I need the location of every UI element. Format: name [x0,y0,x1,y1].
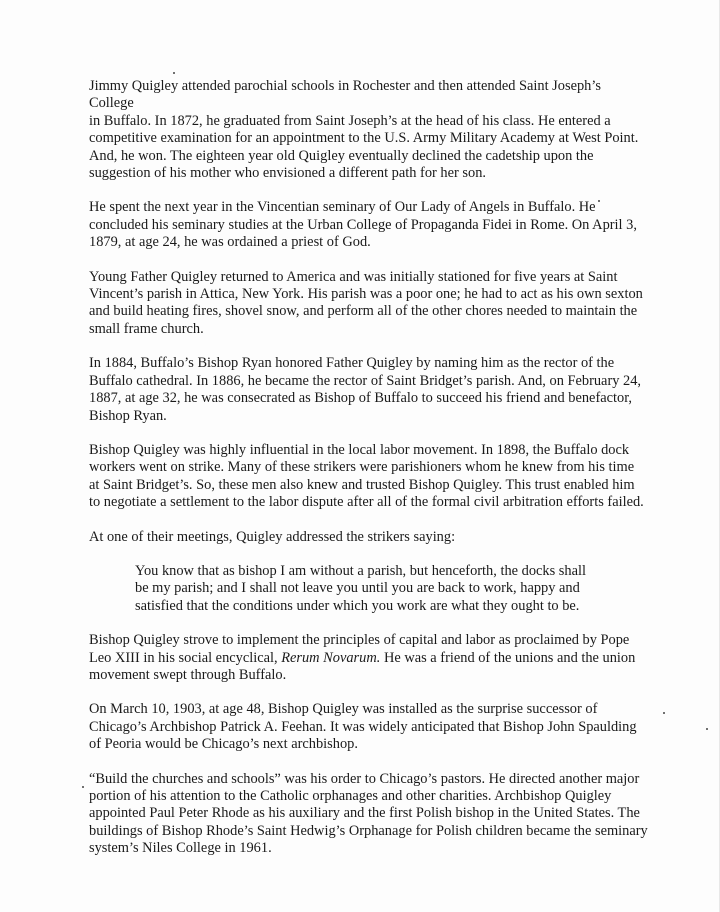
paragraph-buffalo-bishop: In 1884, Buffalo’s Bishop Ryan honored Father Quigley by naming him as the rector of the Buffalo cathedral. In 1886, he became the rector of Saint Bridget’s parish. And, on February 24, 1887, at age 32, he was consecrated as Bishop of Buffalo to succeed his friend and benefactor, Bishop Ryan. [89,355,642,424]
document-body [89,78,649,875]
paragraph-seminary: He spent the next year in the Vincentian seminary of Our Lady of Angels in Buffalo. He concluded his seminary studies at the Urban College of Propaganda Fidei in Rome. On April 3, 1879, at age 24, he was ordained a priest of God. [89,199,637,251]
paragraph-labor-movement: Bishop Quigley was highly influential in the local labor movement. In 1898, the Buffalo dock workers went on strike. Many of these strikers were parishioners whom he knew from his time at Saint Bridget’s. So, these men also knew and trusted Bishop Quigley. This trust enabled him to negotiate a settlement to the labor dispute after all of the formal civil arbitration efforts failed. [89,441,644,511]
rerum-novarum-title: Rerum Novarum. [281,649,381,666]
scan-speck [173,72,175,74]
block-quote: You know that as bishop I am without a parish, but henceforth, the docks shall be my parish; and I shall not leave you until you are back to work, happy and satisfied that the conditions under which you work are what they ought to be. [135,562,586,614]
paragraph-rerum-novarum [89,632,649,684]
paragraph-attica: Young Father Quigley returned to America and was initially stationed for five years at Saint Vincent’s parish in Attica, New York. His parish was a poor one; he had to act as his own sexton and build heating fires, shovel snow, and perform all of the other chores needed to maintain the small frame church. [89,268,643,337]
scan-speck [663,712,665,714]
scan-speck [82,786,84,788]
rerum-text-after: He was a friend of the unions and the union movement swept through Buffalo. [89,649,636,683]
paragraph-early-life: Jimmy Quigley attended parochial schools in Rochester and then attended Saint Joseph’s College in Buffalo. In 1872, he graduated from Saint Joseph’s at the head of his class. He entered a competitive examination for an appointment to the U.S. Army Military Academy at West Point. And, he won. The eighteen year old Quigley eventually declined the cadetship upon the suggestion of his mother who envisioned a different path for her son. [89,78,639,182]
paragraph-strikers-intro: At one of their meetings, Quigley addressed the strikers saying: [89,528,456,545]
paragraph-churches-schools: “Build the churches and schools” was his order to Chicago’s pastors. He directed another major portion of his attention to the Catholic orphanages and other charities. Archbishop Quigley appointed Paul Peter Rhode as his auxiliary and the first Polish bishop in the United States. The buildings of Bishop Rhode’s Saint Hedwig’s Orphanage for Polish children became the seminary system’s Niles College in 1961. [89,770,648,857]
scan-speck [706,728,708,730]
paragraph-chicago-appointment: On March 10, 1903, at age 48, Bishop Quigley was installed as the surprise successor of Chicago’s Archbishop Patrick A. Feehan. It was widely anticipated that Bishop John Spaulding of Peoria would be Chicago’s next archbishop. [89,701,637,753]
rerum-text-before: Bishop Quigley strove to implement the principles of capital and labor as proclaimed by Pope Leo XIII in his social encyclical, [89,632,630,666]
